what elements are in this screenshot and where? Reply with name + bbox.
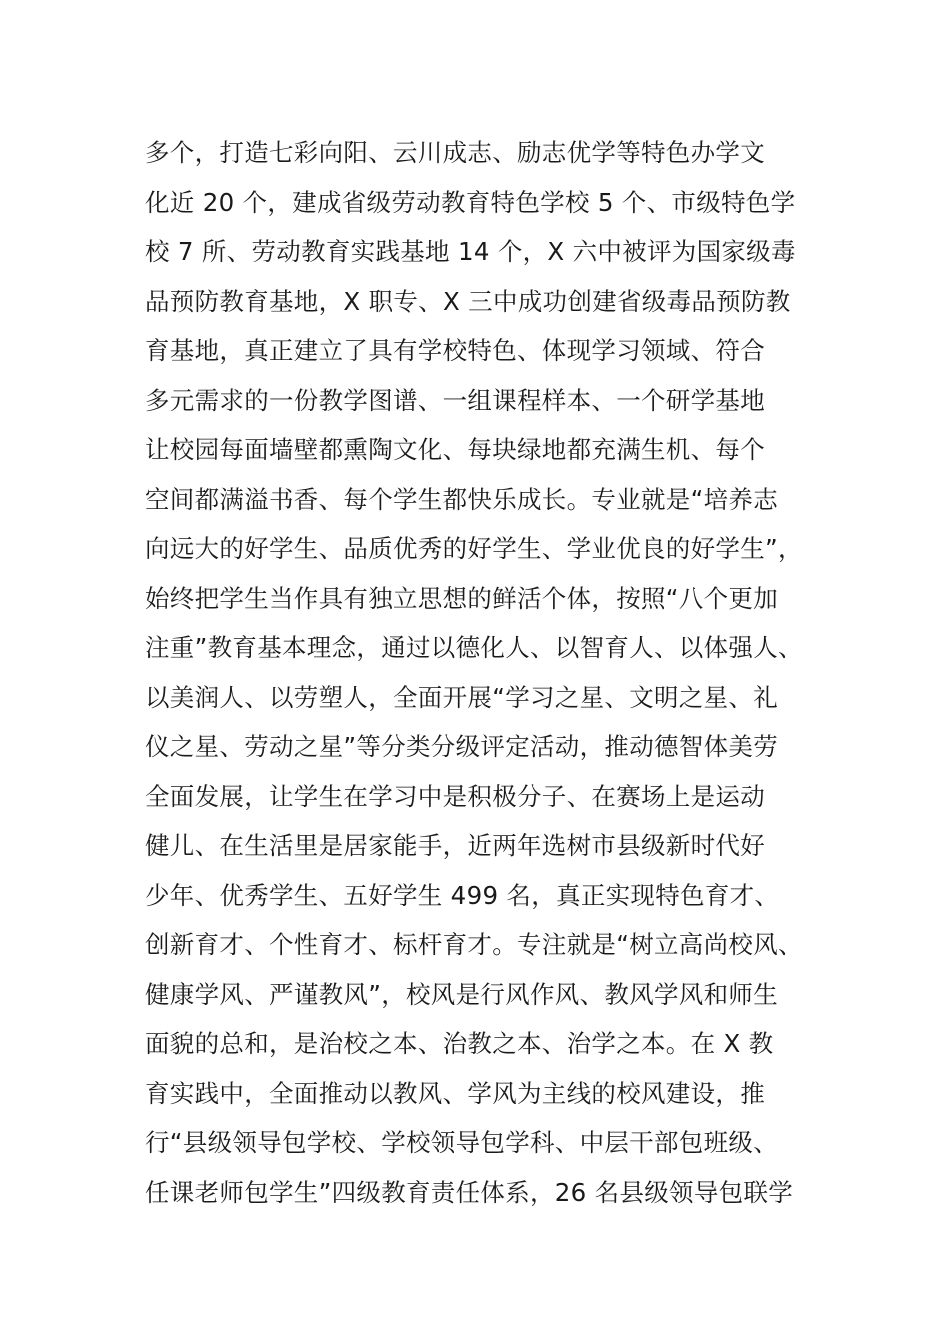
text-line: 注重”教育基本理念，通过以德化人、以智育人、以体强人、 (145, 633, 803, 662)
text-line: 校 7 所、劳动教育实践基地 14 个，X 六中被评为国家级毒 (145, 237, 796, 266)
text-line: 行“县级领导包学校、学校领导包学科、中层干部包班级、 (145, 1128, 778, 1157)
text-line: 空间都满溢书香、每个学生都快乐成长。专业就是“培养志 (145, 484, 778, 514)
text-line: 以美润人、以劳塑人，全面开展“学习之星、文明之星、礼 (145, 682, 778, 712)
text-line: 仪之星、劳动之星”等分类分级评定活动，推动德智体美劳 (145, 732, 778, 761)
text-line: 始终把学生当作具有独立思想的鲜活个体，按照“八个更加 (145, 583, 778, 613)
text-line: 育基地，真正建立了具有学校特色、体现学习领域、符合 (145, 336, 765, 365)
text-line: 育实践中，全面推动以教风、学风为主线的校风建设，推 (145, 1078, 765, 1108)
text-line: 化近 20 个，建成省级劳动教育特色学校 5 个、市级特色学 (145, 187, 796, 217)
text-line: 面貌的总和，是治校之本、治教之本、治学之本。在 X 教 (145, 1029, 774, 1058)
text-line: 创新育才、个性育才、标杆育才。专注就是“树立高尚校风、 (145, 930, 803, 959)
text-line: 全面发展，让学生在学习中是积极分子、在赛场上是运动 (145, 781, 765, 811)
text-line: 品预防教育基地，X 职专、X 三中成功创建省级毒品预防教 (145, 286, 791, 316)
text-line: 多元需求的一份教学图谱、一组课程样本、一个研学基地 (145, 385, 765, 415)
body-text (145, 128, 845, 1217)
text-line: 任课老师包学生”四级教育责任体系，26 名县级领导包联学 (145, 1177, 794, 1207)
text-line: 让校园每面墙壁都熏陶文化、每块绿地都充满生机、每个 (145, 435, 765, 464)
text-line: 少年、优秀学生、五好学生 499 名，真正实现特色育才、 (145, 880, 780, 910)
text-line: 向远大的好学生、品质优秀的好学生、学业优良的好学生”， (145, 534, 803, 563)
text-line: 多个，打造七彩向阳、云川成志、励志优学等特色办学文 (145, 138, 765, 167)
text-line: 健儿、在生活里是居家能手，近两年选树市县级新时代好 (145, 831, 765, 860)
text-line: 健康学风、严谨教风”，校风是行风作风、教风学风和师生 (145, 979, 778, 1009)
